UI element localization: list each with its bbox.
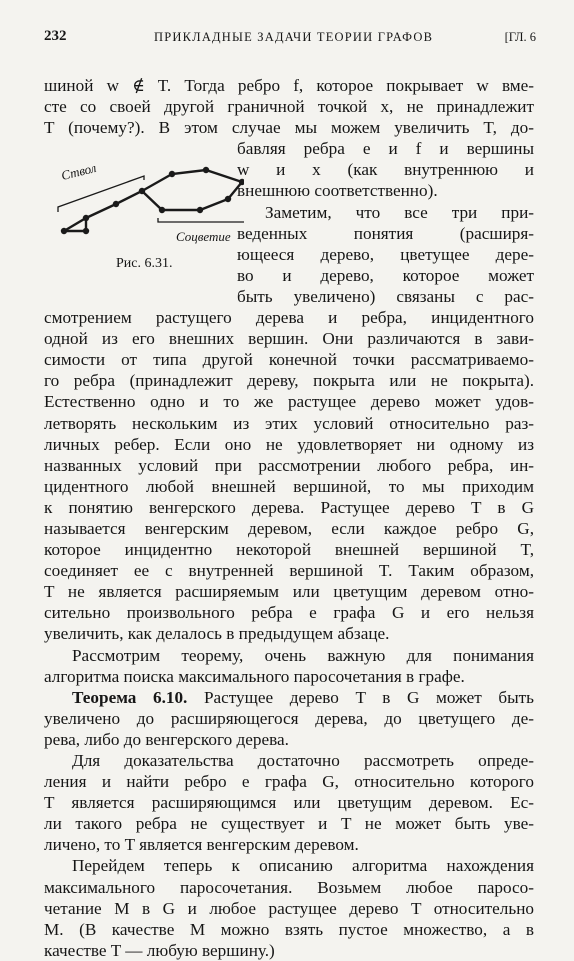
text-line: веденных понятия (расширя- <box>237 223 534 243</box>
text-line: T является расширяющимся или цветущим деревом. Ес- <box>44 793 534 813</box>
text-line: которое инцидентно некоторой внешней вершиной T, <box>44 540 534 560</box>
body-text <box>44 75 534 961</box>
text-line: увеличить, как делалось в предыдущем абзаце. <box>44 624 390 644</box>
text-line: ли такого ребра не существует и T не может быть уве- <box>44 814 534 834</box>
figure-caption: Рис. 6.31. <box>116 256 173 271</box>
text-line: летворять нескольким из этих условий относительно раз- <box>44 413 534 433</box>
text-line: смотрением растущего дерева и ребра, инцидентного <box>44 308 534 328</box>
text-line: Естественно одно и то же растущее дерево может удов- <box>44 392 534 412</box>
theorem-line: Теорема 6.10. Растущее дерево T в G может быть <box>72 687 534 707</box>
text-line: максимального паросочетания. Возьмем любое паросо- <box>44 877 534 897</box>
text-line: бавляя ребра e и f и вершины <box>237 139 534 159</box>
text-line: сте со своей другой граничной точкой x, не принадлежит <box>44 97 534 117</box>
text-line: Рассмотрим теорему, очень важную для понимания <box>72 645 534 665</box>
text-line: личных ребер. Если оно не удовлетворяет ни одному из <box>44 434 534 454</box>
text-line: во и дерево, которое может <box>237 265 534 285</box>
theorem-heading: Теорема 6.10. <box>72 687 188 707</box>
text-line: быть увеличено) связаны с рас- <box>237 286 534 306</box>
stem-label: Ствол <box>59 159 98 184</box>
running-title: ПРИКЛАДНЫЕ ЗАДАЧИ ТЕОРИИ ГРАФОВ <box>154 30 434 44</box>
text-line: соединяет ее с внутренней вершиной T. Таким образом, <box>44 561 534 581</box>
text-line: шиной w ∉ T. Тогда ребро f, которое покрывает w вме- <box>44 76 534 95</box>
text-line: Перейдем теперь к описанию алгоритма нахождения <box>72 856 534 876</box>
text-line: M. (В качестве M можно взять пустое множество, а в <box>44 919 534 939</box>
text-line: ления и найти ребро e графа G, относительно которого <box>44 772 534 792</box>
text-line: увеличено до расширяющегося дерева, до цветущего де- <box>44 708 534 728</box>
text-line: w и x (как внутреннюю и <box>237 160 534 180</box>
text-line: сительно произвольного ребра e графа G и его нельзя <box>44 603 534 623</box>
text-line: Заметим, что все три при- <box>265 202 534 222</box>
blossom-label: Соцветие <box>176 229 231 244</box>
text-line: одной из его внешних вершин. Они различаются в зави- <box>44 329 534 349</box>
text-line: к понятию венгерского дерева. Растущее дерево T в G <box>44 497 534 517</box>
text-line: называется венгерским деревом, если каждое ребро G, <box>44 518 534 538</box>
text-line: го ребра (принадлежит дереву, покрыта или не покрыта). <box>44 371 534 391</box>
text-line: симости от типа другой конечной точки рассматриваемо- <box>44 350 534 370</box>
chapter-marker: [ГЛ. 6 <box>504 30 536 44</box>
text-line: личено, то T является венгерским деревом. <box>44 835 359 855</box>
page-number: 232 <box>44 28 67 44</box>
text-line: ющееся дерево, цветущее дере- <box>237 244 534 264</box>
text-line: T не является расширяемым или цветущим деревом отно- <box>44 582 534 602</box>
text-line: четание M в G и любое растущее дерево T относительно <box>44 898 534 918</box>
page-header <box>44 28 536 50</box>
text-line: цидентного любой внешней вершиной, то мы приходим <box>44 476 534 496</box>
text-line: алгоритма поиска максимального паросочетания в графе. <box>44 666 465 686</box>
text-line: названных условий при рассмотрении любого ребра, ин- <box>44 455 534 475</box>
text-line: качестве T — любую вершину.) <box>44 940 275 960</box>
text-line: T (почему?). В этом случае мы можем увеличить T, до- <box>44 118 534 138</box>
text-line: внешнюю соответственно). <box>237 181 438 201</box>
text-line: Для доказательства достаточно рассмотреть опреде- <box>72 751 534 770</box>
text-line: рева, либо до венгерского дерева. <box>44 729 289 749</box>
